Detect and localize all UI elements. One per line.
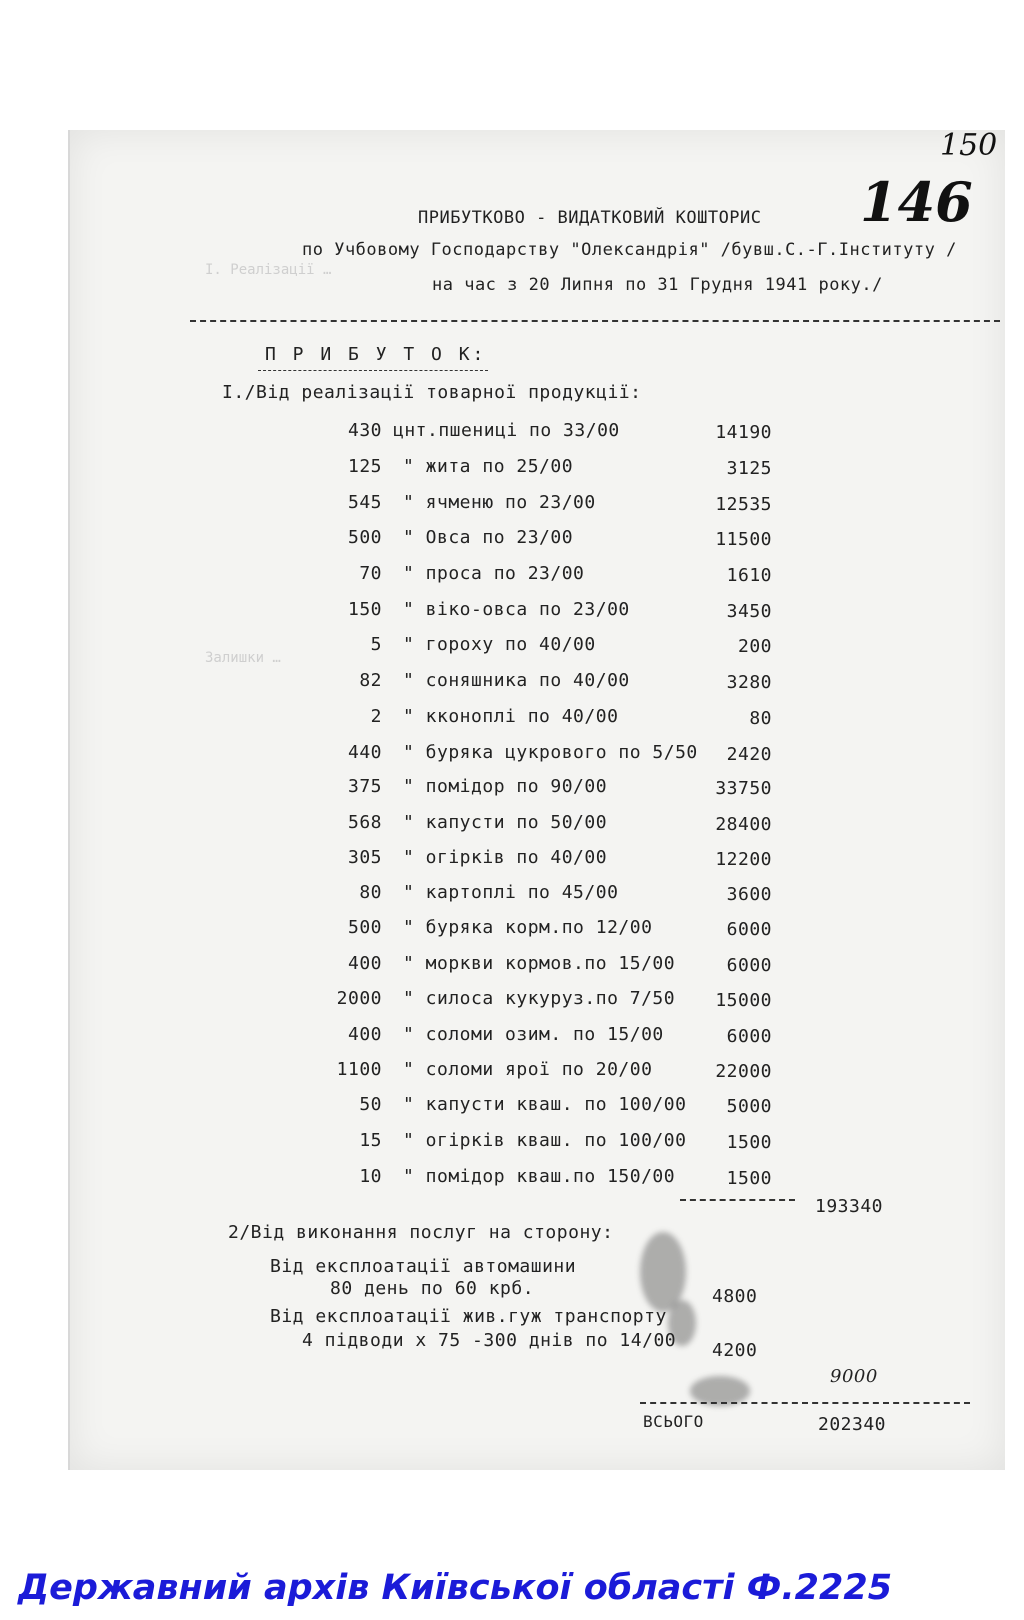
service-1-amount: 4800 (712, 1286, 758, 1307)
total-amount: 202340 (818, 1414, 887, 1435)
item-description: " огірків кваш. по 100/00 (403, 1130, 687, 1151)
item-description: цнт.пшениці по 33/00 (393, 420, 620, 441)
total-rule (640, 1402, 970, 1404)
item-description: " соломи озим. по 15/00 (403, 1024, 664, 1045)
item-quantity: 545 (347, 492, 382, 513)
show-through-text: Залишки … (205, 650, 281, 666)
item-description: " соломи ярої по 20/00 (403, 1059, 653, 1080)
item-description: " буряка цукрового по 5/50 (403, 742, 698, 763)
item-description: " капусти по 50/00 (403, 812, 608, 833)
item-amount: 200 (737, 636, 772, 657)
subtotal-1-rule (680, 1199, 795, 1201)
item-description: " кконоплі по 40/00 (403, 706, 619, 727)
item-amount: 3450 (726, 601, 772, 622)
item-description: " буряка корм.по 12/00 (403, 917, 653, 938)
header-divider (190, 320, 1000, 322)
item-quantity: 500 (347, 527, 382, 548)
item-quantity: 5 (370, 634, 382, 655)
section-heading: П Р И Б У Т О К: (265, 344, 487, 365)
subsection-1-heading: І./Від реалізації товарної продукції: (222, 382, 642, 403)
item-amount: 15000 (715, 990, 772, 1011)
item-quantity: 15 (359, 1130, 382, 1151)
item-quantity: 80 (359, 882, 382, 903)
item-quantity: 375 (347, 776, 382, 797)
item-description: " ячменю по 23/00 (403, 492, 596, 513)
document-subtitle: по Учбовому Господарству "Олександрія" /бувш.С.-Г.Інституту / (302, 240, 957, 260)
item-quantity: 125 (347, 456, 382, 477)
item-amount: 3125 (726, 458, 772, 479)
item-description: " картоплі по 45/00 (403, 882, 619, 903)
item-amount: 6000 (726, 955, 772, 976)
item-amount: 3600 (726, 884, 772, 905)
item-description: " гороху по 40/00 (403, 634, 596, 655)
item-amount: 3280 (726, 672, 772, 693)
handwritten-corner-number: 150 (940, 128, 998, 163)
item-amount: 11500 (715, 529, 772, 550)
section-heading-underline (258, 370, 488, 371)
item-description: " огірків по 40/00 (403, 847, 608, 868)
item-quantity: 2 (370, 706, 382, 727)
item-amount: 5000 (726, 1096, 772, 1117)
item-amount: 6000 (726, 1026, 772, 1047)
service-2-amount: 4200 (712, 1340, 758, 1361)
item-quantity: 50 (359, 1094, 382, 1115)
item-amount: 12200 (715, 849, 772, 870)
item-amount: 6000 (726, 919, 772, 940)
total-label: ВСЬОГО (643, 1412, 704, 1431)
subtotal-1: 193340 (815, 1196, 884, 1217)
item-quantity: 440 (347, 742, 382, 763)
item-quantity: 568 (347, 812, 382, 833)
item-amount: 1500 (726, 1168, 772, 1189)
item-description: " проса по 23/00 (403, 563, 585, 584)
item-amount: 28400 (715, 814, 772, 835)
item-quantity: 500 (347, 917, 382, 938)
item-amount: 12535 (715, 494, 772, 515)
item-quantity: 400 (347, 953, 382, 974)
item-quantity: 10 (359, 1166, 382, 1187)
item-description: " віко-овса по 23/00 (403, 599, 630, 620)
item-description: " помідор кваш.по 150/00 (403, 1166, 676, 1187)
item-quantity: 1100 (336, 1059, 382, 1080)
document-title: ПРИБУТКОВО - ВИДАТКОВИЙ КОШТОРИС (418, 208, 762, 228)
item-description: " Овса по 23/00 (403, 527, 574, 548)
subtotal-2: 9000 (830, 1366, 878, 1387)
item-amount: 80 (749, 708, 772, 729)
item-description: " помідор по 90/00 (403, 776, 608, 797)
item-amount: 1610 (726, 565, 772, 586)
item-description: " соняшника по 40/00 (403, 670, 630, 691)
handwritten-page-number: 146 (860, 170, 973, 234)
item-amount: 1500 (726, 1132, 772, 1153)
item-description: " силоса кукуруз.по 7/50 (403, 988, 676, 1009)
item-amount: 14190 (715, 422, 772, 443)
service-2-description: Від експлоатації жив.гуж транспорту (270, 1306, 667, 1327)
item-quantity: 2000 (336, 988, 382, 1009)
item-amount: 22000 (715, 1061, 772, 1082)
item-amount: 2420 (726, 744, 772, 765)
item-quantity: 430 (347, 420, 382, 441)
item-quantity: 150 (347, 599, 382, 620)
document-period: на час з 20 Липня по 31 Грудня 1941 року./ (432, 275, 883, 295)
show-through-text: І. Реалізації … (205, 262, 332, 278)
item-quantity: 400 (347, 1024, 382, 1045)
archive-caption: Державний архів Київської області Ф.2225 (18, 1568, 893, 1608)
service-1-detail: 80 день по 60 крб. (330, 1278, 535, 1299)
service-1-description: Від експлоатації автомашини (270, 1256, 577, 1277)
subsection-2-heading: 2/Від виконання послуг на сторону: (228, 1222, 614, 1243)
item-quantity: 82 (359, 670, 382, 691)
ink-stain (668, 1300, 696, 1346)
service-2-detail: 4 підводи х 75 -300 днів по 14/00 (302, 1330, 677, 1351)
item-quantity: 70 (359, 563, 382, 584)
item-quantity: 305 (347, 847, 382, 868)
item-description: " жита по 25/00 (403, 456, 574, 477)
ink-stain (690, 1376, 750, 1406)
item-description: " моркви кормов.по 15/00 (403, 953, 676, 974)
item-description: " капусти кваш. по 100/00 (403, 1094, 687, 1115)
item-amount: 33750 (715, 778, 772, 799)
